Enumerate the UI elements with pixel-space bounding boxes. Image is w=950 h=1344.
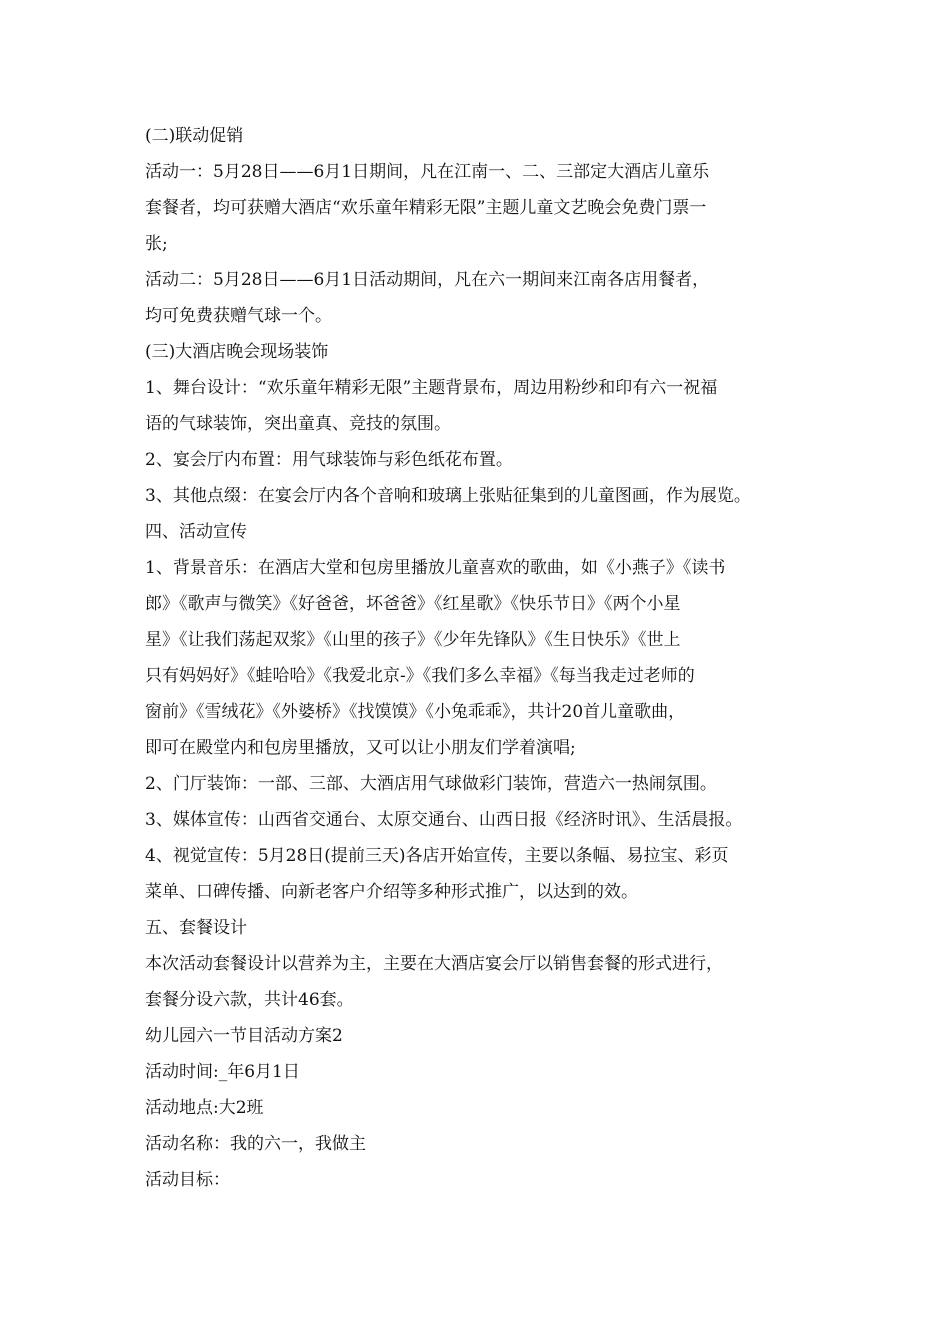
paragraph-line: 活动二：5月28日——6月1日活动期间，凡在六一期间来江南各店用餐者， — [145, 270, 710, 290]
document-body — [145, 118, 825, 1198]
paragraph-line: 语的气球装饰，突出童真、竞技的氛围。 — [145, 414, 451, 434]
section-heading-venue-decoration: (三)大酒店晚会现场装饰 — [145, 342, 329, 362]
activity-name: 活动名称：我的六一，我做主 — [145, 1134, 366, 1154]
paragraph-line: 只有妈妈好》《蛙哈哈》《我爱北京-》《我们多么幸福》《每当我走过老师的 — [145, 666, 695, 686]
paragraph-line: 活动一：5月28日——6月1日期间，凡在江南一、二、三部定大酒店儿童乐 — [145, 162, 710, 182]
paragraph-line: 星》《让我们荡起双浆》《山里的孩子》《少年先锋队》《生日快乐》《世上 — [145, 630, 681, 650]
paragraph-line: 3、其他点缀：在宴会厅内各个音响和玻璃上张贴征集到的儿童图画，作为展览。 — [145, 486, 751, 506]
activity-location: 活动地点:大2班 — [145, 1098, 264, 1118]
paragraph-line: 2、门厅装饰：一部、三部、大酒店用气球做彩门装饰，营造六一热闹氛围。 — [145, 774, 717, 794]
section-heading-set-meal-design: 五、套餐设计 — [145, 918, 247, 938]
paragraph-line: 即可在殿堂内和包房里播放，又可以让小朋友们学着演唱; — [145, 738, 576, 758]
paragraph-line: 均可免费获赠气球一个。 — [145, 306, 332, 326]
paragraph-line: 套餐分设六款，共计46套。 — [145, 990, 354, 1010]
paragraph-line: 1、背景音乐：在酒店大堂和包房里播放儿童喜欢的歌曲，如《小燕子》《读书 — [145, 558, 726, 578]
paragraph-line: 套餐者，均可获赠大酒店“欢乐童年精彩无限”主题儿童文艺晚会免费门票一 — [145, 198, 707, 218]
paragraph-line: 张; — [145, 234, 168, 254]
paragraph-line: 窗前》《雪绒花》《外婆桥》《找馍馍》《小兔乖乖》，共计20首儿童歌曲， — [145, 702, 686, 722]
paragraph-line: 1、舞台设计：“欢乐童年精彩无限”主题背景布，周边用粉纱和印有六一祝福 — [145, 378, 718, 398]
paragraph-line: 郎》《歌声与微笑》《好爸爸，坏爸爸》《红星歌》《快乐节日》《两个小星 — [145, 594, 681, 614]
activity-goals-heading: 活动目标： — [145, 1170, 230, 1190]
paragraph-line: 3、媒体宣传：山西省交通台、太原交通台、山西日报《经济时讯》、生活晨报。 — [145, 810, 743, 830]
paragraph-line: 2、宴会厅内布置：用气球装饰与彩色纸花布置。 — [145, 450, 513, 470]
section-heading-joint-promotion: (二)联动促销 — [145, 126, 244, 146]
section-heading-publicity: 四、活动宣传 — [145, 522, 247, 542]
paragraph-line: 菜单、口碑传播、向新老客户介绍等多种形式推广，以达到的效。 — [145, 882, 638, 902]
document-subtitle: 幼儿园六一节目活动方案2 — [145, 1026, 343, 1046]
paragraph-line: 4、视觉宣传：5月28日(提前三天)各店开始宣传，主要以条幅、易拉宝、彩页 — [145, 846, 729, 866]
activity-time: 活动时间:_年6月1日 — [145, 1062, 300, 1082]
paragraph-line: 本次活动套餐设计以营养为主，主要在大酒店宴会厅以销售套餐的形式进行， — [145, 954, 723, 974]
